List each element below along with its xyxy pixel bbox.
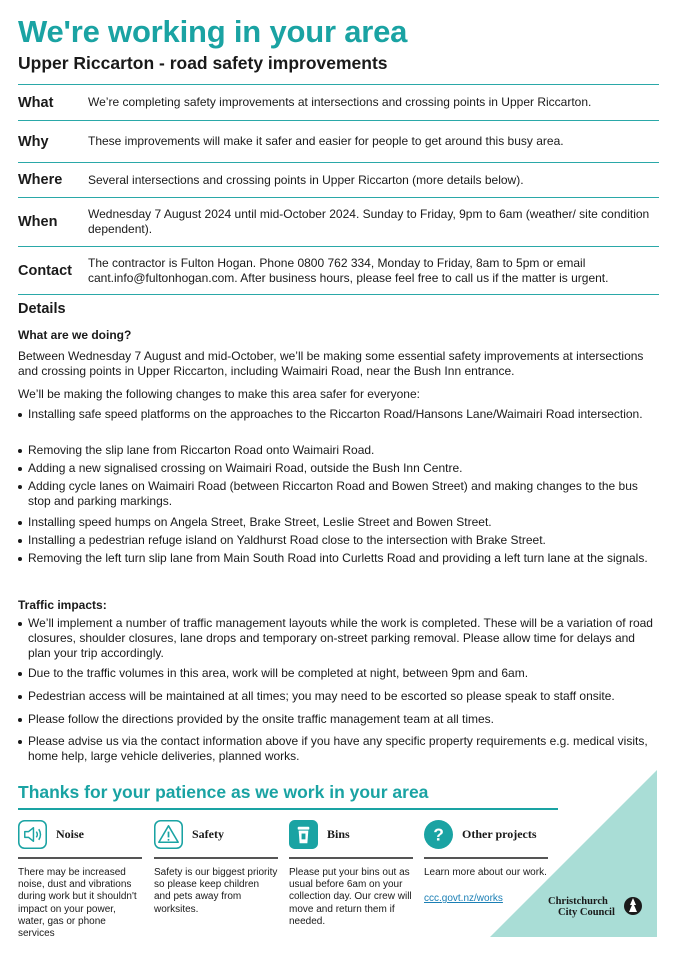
traffic-impacts-heading: Traffic impacts: bbox=[18, 598, 107, 612]
logo-line2: City Council bbox=[558, 907, 615, 918]
card-rule bbox=[289, 857, 413, 859]
details-intro: Between Wednesday 7 August and mid-October, we’ll be making some essential safety improvements at intersections and crossing points in Upper Riccarton, including Waimairi Road, near the Bush Inn entrance. bbox=[18, 349, 644, 378]
contact-value: The contractor is Fulton Hogan. Phone 0800 762 334, Monday to Friday, 8am to 5pm or email cant.info@fultonhogan.com. After business hours, please feel free to call us if the matter is urgent. bbox=[88, 255, 609, 285]
other-projects-text: Learn more about our work. bbox=[424, 867, 547, 878]
card-rule bbox=[154, 857, 278, 859]
speaker-icon bbox=[18, 820, 47, 849]
svg-text:?: ? bbox=[433, 823, 444, 844]
info-table bbox=[18, 84, 659, 295]
info-row-where bbox=[18, 162, 659, 197]
changes-list bbox=[18, 407, 653, 587]
noise-label: Noise bbox=[56, 826, 84, 841]
question-icon bbox=[424, 820, 453, 849]
when-value: Wednesday 7 August 2024 until mid-October 2024. Sunday to Friday, 9pm to 6am (weather/ site condition dependent). bbox=[88, 207, 650, 236]
list-item: Adding a new signalised crossing on Waimairi Road, outside the Bush Inn Centre. bbox=[18, 461, 653, 479]
list-item: Installing speed humps on Angela Street, Brake Street, Leslie Street and Bowen Street. bbox=[18, 515, 653, 533]
card-rule bbox=[18, 857, 142, 859]
info-row-contact bbox=[18, 246, 659, 295]
council-logo bbox=[548, 893, 643, 921]
bin-icon bbox=[289, 820, 318, 849]
card-rule bbox=[424, 857, 548, 859]
changes-intro: We’ll be making the following changes to make this area safer for everyone: bbox=[18, 387, 420, 401]
list-item: Installing a pedestrian refuge island on Yaldhurst Road close to the intersection with Brake Street. bbox=[18, 533, 653, 551]
when-label: When bbox=[18, 214, 58, 230]
list-item: Adding cycle lanes on Waimairi Road (between Riccarton Road and Bowen Street) and making changes to the bus stop and parking markings. bbox=[18, 479, 653, 515]
details-heading: Details bbox=[18, 301, 66, 317]
noise-text: There may be increased noise, dust and vibrations during work but it shouldn't impact on your power, water, gas or phone services bbox=[18, 867, 137, 940]
list-item: Please follow the directions provided by the onsite traffic management team at all times. bbox=[18, 712, 653, 734]
other-projects-label: Other projects bbox=[462, 826, 537, 841]
what-label: What bbox=[18, 94, 54, 111]
why-value: These improvements will make it safer and easier for people to get around this busy area. bbox=[88, 134, 564, 148]
where-label: Where bbox=[18, 172, 63, 188]
why-label: Why bbox=[18, 133, 49, 150]
info-card-bins bbox=[289, 818, 413, 928]
info-row-why bbox=[18, 120, 659, 162]
thanks-heading: Thanks for your patience as we work in your area bbox=[18, 782, 429, 802]
list-item: Removing the left turn slip lane from Main South Road into Curletts Road and providing a left turn lane at the signals. bbox=[18, 551, 653, 587]
list-item: Removing the slip lane from Riccarton Road onto Waimairi Road. bbox=[18, 443, 653, 461]
council-emblem-icon bbox=[624, 897, 642, 915]
page-subtitle: Upper Riccarton - road safety improvements bbox=[18, 53, 388, 73]
works-link[interactable]: ccc.govt.nz/works bbox=[424, 893, 503, 905]
list-item: Due to the traffic volumes in this area, work will be completed at night, between 9pm and 6am. bbox=[18, 666, 653, 689]
traffic-list bbox=[18, 616, 653, 768]
where-value: Several intersections and crossing points in Upper Riccarton (more details below). bbox=[88, 172, 524, 187]
safety-label: Safety bbox=[192, 826, 224, 841]
bins-label: Bins bbox=[327, 826, 350, 841]
bins-text: Please put your bins out as usual before 6am on your collection day. Our crew will move and return them if needed. bbox=[289, 867, 412, 927]
info-row-when bbox=[18, 197, 659, 246]
list-item: Please advise us via the contact information above if you have any specific property requirements e.g. medical visits, home help, large vehicle deliveries, planned works. bbox=[18, 734, 653, 768]
logo-line1: Christchurch bbox=[548, 896, 608, 907]
list-item: We’ll implement a number of traffic management layouts while the work is completed. These will be a variation of road closures, shoulder closures, lane drops and temporary on-street parking removal. Please allow time for delays and plan your trip accordingly. bbox=[18, 616, 653, 666]
what-value: We’re completing safety improvements at intersections and crossing points in Upper Riccarton. bbox=[88, 95, 592, 109]
list-item: Installing safe speed platforms on the approaches to the Riccarton Road/Hansons Lane/Waimairi Road intersection. bbox=[18, 407, 653, 443]
warning-icon bbox=[154, 820, 183, 849]
info-card-other-projects bbox=[424, 818, 548, 904]
safety-text: Safety is our biggest priority so please keep children and pets away from worksites. bbox=[154, 867, 278, 915]
thanks-rule bbox=[18, 808, 558, 810]
list-item: Pedestrian access will be maintained at all times; you may need to be escorted so please speak to staff onsite. bbox=[18, 689, 653, 712]
page-title: We're working in your area bbox=[18, 14, 408, 49]
what-are-we-doing-heading: What are we doing? bbox=[18, 328, 132, 342]
info-row-what bbox=[18, 84, 659, 120]
contact-label: Contact bbox=[18, 262, 72, 279]
info-card-safety bbox=[154, 818, 278, 916]
info-card-noise bbox=[18, 818, 142, 940]
